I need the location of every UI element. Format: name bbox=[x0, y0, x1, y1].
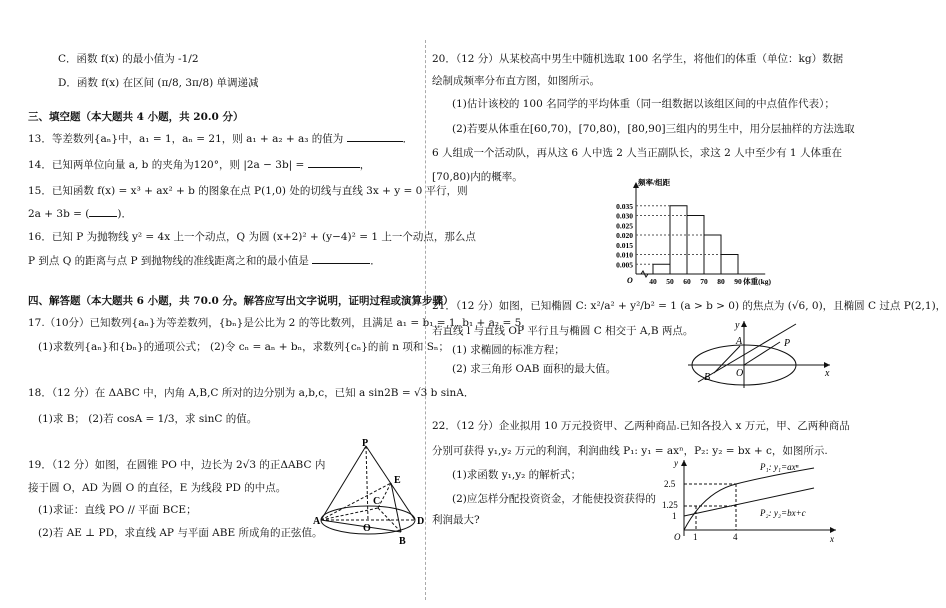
question-22-line2: 分别可获得 y₁,y₂ 万元的利润，利润曲线 P₁: y₁ = axⁿ，P₂: y₂ = bx + c，如图所示. bbox=[432, 445, 828, 457]
x-tick-label: 40 bbox=[649, 277, 657, 286]
question-22-line3: (1)求函数 y₁,y₂ 的解析式； bbox=[452, 469, 582, 481]
question-15-line1: 15．已知函数 f(x) = x³ + ax² + b 的图象在点 P(1,0) 处的切线与直线 3x + y = 0 平行，则 bbox=[28, 185, 468, 197]
section-answers: 四、解答题（本大题共 6 小题，共 70.0 分。解答应写出文字说明，证明过程或演算步骤） bbox=[28, 295, 454, 307]
question-19-line3: (1)求证：直线 PO // 平面 BCE； bbox=[38, 504, 197, 516]
question-22-line4: (2)应怎样分配投资资金，才能使投资获得的 bbox=[452, 493, 656, 505]
question-19-line4: (2)若 AE ⊥ PD，求直线 AP 与平面 ABE 所成角的正弦值。 bbox=[38, 527, 323, 539]
profit-label: 1.25 bbox=[662, 500, 678, 510]
profit-label: O bbox=[674, 532, 681, 542]
ellipse-figure bbox=[684, 318, 834, 390]
cone-label: B bbox=[399, 536, 406, 547]
question-16-line2: P 到点 Q 的距离与点 P 到抛物线的准线距离之和的最小值是 ． bbox=[28, 255, 381, 267]
cone-label: P bbox=[362, 438, 369, 449]
question-20-line2: 绘制成频率分布直方图，如图所示。 bbox=[432, 75, 600, 87]
question-17-line2: (1)求数列{aₙ}和{bₙ}的通项公式； (2)令 cₙ = aₙ + bₙ，求数列{cₙ}的前 n 项和 Sₙ； bbox=[38, 341, 449, 353]
question-21-line1: 21．（12 分）如图，已知椭圆 C: x²/a² + y²/b² = 1 (a > b > 0) 的焦点为 (√6, 0)，且椭圆 C 过点 P(2,1)， bbox=[432, 300, 946, 312]
profit-label: 1 bbox=[672, 511, 677, 521]
profit-label: y bbox=[674, 458, 678, 468]
question-14: 14．已知两单位向量 a, b 的夹角为120°，则 |2a − 3b| = ， bbox=[28, 159, 371, 171]
cone-figure bbox=[313, 440, 423, 550]
question-16-line1: 16．已知 P 为抛物线 y² = 4x 上一个动点，Q 为圆 (x+2)² + (y−4)² = 1 上一个动点，那么点 bbox=[28, 231, 476, 243]
x-axis-title: 体重(kg) bbox=[743, 277, 772, 286]
x-tick-label: 70 bbox=[700, 277, 708, 286]
x-tick-label: 60 bbox=[683, 277, 691, 286]
question-15-text: 2a + 3b = ( bbox=[28, 208, 90, 220]
profit-label: 2.5 bbox=[664, 479, 676, 489]
question-20-line6: [70,80)内的概率。 bbox=[432, 171, 523, 183]
cone-label: A bbox=[313, 516, 321, 527]
question-15-end: )． bbox=[117, 208, 132, 220]
profit-label: 1 bbox=[693, 532, 698, 542]
question-13-text: 13．等差数列{aₙ}中，a₁ = 1，aₙ = 21，则 a₁ + a₂ + a₃ 的值为 bbox=[28, 133, 344, 145]
question-17-line1: 17.（10分）已知数列{aₙ}为等差数列，{bₙ}是公比为 2 的等比数列，且满足 a₁ = b₁ = 1, b₁ + a₂ = 5， bbox=[28, 317, 532, 329]
answer-blank bbox=[89, 206, 117, 217]
y-tick-label: 0.020 bbox=[616, 231, 633, 240]
y-tick-label: 0.005 bbox=[616, 260, 633, 270]
question-20-line1: 20．（12 分）从某校高中男生中随机选取 100 名学生，将他们的体重（单位：kg）数据 bbox=[432, 53, 844, 65]
answer-blank bbox=[308, 157, 360, 168]
x-tick-label: 90 bbox=[734, 277, 742, 286]
cone-label: O bbox=[363, 523, 371, 534]
question-22-line1: 22．（12 分）企业拟用 10 万元投资甲、乙两种商品.已知各投入 x 万元，甲、乙两种商品 bbox=[432, 420, 850, 432]
profit-curves-figure bbox=[664, 456, 842, 542]
question-16-text: P 到点 Q 的距离与点 P 到抛物线的准线距离之和的最小值是 bbox=[28, 255, 309, 267]
profit-label: 4 bbox=[733, 532, 738, 542]
question-13: 13．等差数列{aₙ}中，a₁ = 1，aₙ = 21，则 a₁ + a₂ + a₃ 的值为 ． bbox=[28, 133, 414, 145]
y-tick-label: 0.030 bbox=[616, 211, 633, 221]
y-tick-label: 0.015 bbox=[616, 240, 633, 250]
cone-label: C bbox=[373, 496, 381, 507]
question-18-line1: 18．（12 分）在 ΔABC 中，内角 A,B,C 所对的边分别为 a,b,c，已知 a sin2B = √3 b sinA． bbox=[28, 387, 475, 399]
question-21-line2: 若直线 l 与直线 OP 平行且与椭圆 C 相交于 A,B 两点。 bbox=[432, 325, 694, 337]
question-15-line2 bbox=[28, 206, 132, 221]
histogram-bar bbox=[687, 216, 704, 275]
profit-label: x bbox=[830, 534, 834, 544]
ellipse-label: P bbox=[784, 338, 791, 349]
y-tick-label: 0.035 bbox=[616, 201, 633, 211]
origin-label: O bbox=[627, 276, 633, 285]
ellipse-label: x bbox=[825, 368, 830, 379]
answer-blank bbox=[312, 253, 370, 264]
question-21-line3: (1) 求椭圆的标准方程； bbox=[452, 344, 565, 356]
ellipse-label: y bbox=[735, 320, 740, 331]
question-19-line1: 19．（12 分）如图，在圆锥 PO 中，边长为 2√3 的正ΔABC 内 bbox=[28, 459, 326, 471]
ellipse-label: B bbox=[704, 372, 711, 383]
y-tick-label: 0.010 bbox=[616, 250, 633, 260]
cone-label: E bbox=[394, 475, 401, 486]
question-22-line5: 利润最大? bbox=[432, 514, 480, 526]
y-tick-label: 0.025 bbox=[616, 221, 633, 231]
ellipse-label: A bbox=[736, 336, 743, 347]
histogram-chart bbox=[592, 178, 812, 290]
option-c: C．函数 f(x) 的最小值为 -1/2 bbox=[58, 53, 199, 65]
x-tick-label: 50 bbox=[666, 277, 674, 286]
histogram-bar bbox=[653, 264, 670, 274]
answer-blank bbox=[347, 131, 403, 142]
profit-label: P₂: y₂=bx+c bbox=[760, 508, 806, 518]
question-21-line4: (2) 求三角形 OAB 面积的最大值。 bbox=[452, 363, 617, 375]
question-18-line2: (1)求 B； (2)若 cosA = 1/3，求 sinC 的值。 bbox=[38, 413, 258, 425]
y-axis-title: 频率/组距 bbox=[638, 178, 671, 187]
question-20-line5: 6 人组成一个活动队，再从这 6 人中选 2 人当正副队长，求这 2 人中至少有 1 人体重在 bbox=[432, 147, 842, 159]
question-20-line3: (1)估计该校的 100 名同学的平均体重（同一组数据以该组区间的中点值作代表）； bbox=[452, 98, 835, 110]
question-20-line4: (2)若要从体重在[60,70)，[70,80)，[80,90]三组内的男生中，用分层抽样的方法选取 bbox=[452, 123, 855, 135]
ellipse-label: O bbox=[736, 368, 744, 379]
histogram-bar bbox=[721, 255, 738, 275]
section-fill-in: 三、填空题（本大题共 4 小题，共 20.0 分） bbox=[28, 111, 244, 123]
option-d: D．函数 f(x) 在区间 (π/8, 3π/8) 单调递减 bbox=[58, 77, 259, 89]
x-tick-label: 80 bbox=[717, 277, 725, 286]
question-14-text: 14．已知两单位向量 a, b 的夹角为120°，则 |2a − 3b| = bbox=[28, 159, 305, 171]
question-19-line2: 接于圆 O，AD 为圆 O 的直径，E 为线段 PD 的中点。 bbox=[28, 482, 287, 494]
cone-label: D bbox=[417, 516, 425, 527]
profit-label: P₁: y₁=axⁿ bbox=[760, 462, 799, 472]
